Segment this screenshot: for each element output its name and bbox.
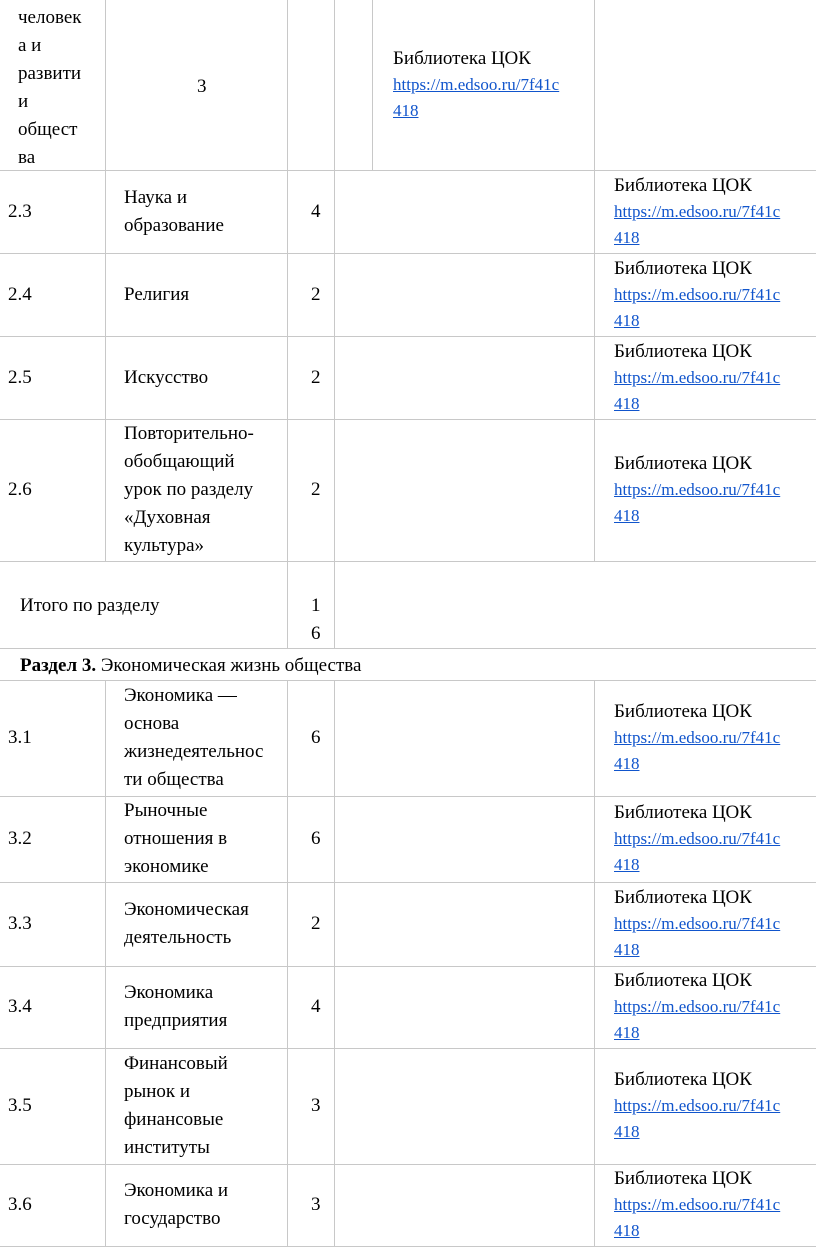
row-number: 3.1 [8, 727, 32, 748]
resource-cell [614, 968, 780, 1046]
horizontal-rule [0, 1164, 816, 1165]
topic-name-line: жизнедеятельнос [124, 741, 264, 762]
resource-cell [393, 46, 559, 124]
topic-name-line: ти общества [124, 769, 224, 790]
horizontal-rule [0, 1246, 816, 1247]
resource-link-line1: https://m.edsoo.ru/7f41c [614, 1195, 781, 1214]
library-label: Библиотека ЦОК [614, 970, 752, 991]
resource-link-line1: https://m.edsoo.ru/7f41c [614, 728, 781, 747]
library-label: Библиотека ЦОК [393, 48, 531, 69]
resource-link-line1: https://m.edsoo.ru/7f41c [614, 829, 781, 848]
row-number: 2.6 [8, 479, 32, 500]
resource-link-line2: 418 [614, 754, 640, 773]
row-number: 3.6 [8, 1194, 32, 1215]
row-number: 2.4 [8, 283, 32, 305]
topic-name-line: Экономика и [124, 1180, 229, 1201]
resource-cell [614, 1166, 780, 1244]
topic-name-line: финансовые [124, 1109, 224, 1130]
library-label: Библиотека ЦОК [614, 887, 752, 908]
topic-name-line: отношения в [124, 828, 228, 849]
hours-cell: 2 [311, 479, 321, 500]
hours-cell: 3 [311, 1194, 321, 1215]
library-label: Библиотека ЦОК [614, 340, 752, 362]
section-header [20, 652, 361, 680]
resource-link[interactable] [614, 994, 780, 1046]
horizontal-rule [0, 170, 816, 171]
resource-link-line1: https://m.edsoo.ru/7f41c [614, 997, 781, 1016]
topic-name-line: основа [124, 713, 180, 734]
topic-name-line: а и [18, 35, 42, 56]
resource-link[interactable] [614, 199, 780, 251]
resource-link[interactable] [614, 477, 780, 529]
resource-link[interactable] [614, 1093, 780, 1145]
topic-name-line: общест [18, 119, 78, 140]
topic-name-line: Экономическая [124, 899, 249, 920]
topic-name-line: Повторительно- [124, 423, 254, 444]
resource-link-line2: 418 [614, 227, 640, 247]
resource-link-line2: 418 [614, 855, 640, 874]
hours-cell: 2 [311, 366, 321, 388]
vertical-rule [334, 170, 335, 561]
resource-cell [614, 339, 780, 417]
resource-link-line1: https://m.edsoo.ru/7f41c [393, 75, 560, 94]
horizontal-rule [0, 882, 816, 883]
row-number: 3.3 [8, 913, 32, 934]
resource-link-line1: https://m.edsoo.ru/7f41c [614, 201, 781, 221]
row-number: 3.4 [8, 996, 32, 1017]
resource-link[interactable] [614, 911, 780, 963]
resource-link-line1: https://m.edsoo.ru/7f41c [614, 284, 781, 304]
hours-cell: 2 [311, 913, 321, 934]
topic-name-line: Наука и [124, 186, 187, 208]
vertical-rule [287, 170, 288, 561]
resource-link-line1: https://m.edsoo.ru/7f41c [614, 367, 781, 387]
resource-link-line2: 418 [614, 940, 640, 959]
library-label: Библиотека ЦОК [614, 701, 752, 722]
subtotal-value: 6 [311, 623, 321, 644]
resource-link-line2: 418 [614, 1221, 640, 1240]
row-number: 2.3 [8, 200, 32, 222]
resource-cell [614, 1067, 780, 1145]
vertical-rule [287, 561, 288, 649]
library-label: Библиотека ЦОК [614, 1168, 752, 1189]
resource-cell [614, 451, 780, 529]
subtotal-label: Итого по разделу [20, 595, 160, 616]
horizontal-rule [0, 336, 816, 337]
topic-name-line: человек [18, 7, 82, 28]
topic-name-line: «Духовная [124, 507, 211, 528]
topic-name-line: институты [124, 1137, 210, 1158]
resource-link-line2: 418 [614, 506, 640, 525]
hours-cell: 3 [197, 76, 207, 97]
resource-link[interactable] [614, 365, 780, 417]
horizontal-rule [0, 648, 816, 649]
resource-link[interactable] [614, 282, 780, 334]
vertical-rule [334, 680, 335, 1246]
horizontal-rule [0, 253, 816, 254]
resource-link-line2: 418 [614, 1122, 640, 1141]
resource-cell [614, 699, 780, 777]
resource-link[interactable] [614, 725, 780, 777]
section-title: Экономическая жизнь общества [96, 655, 362, 676]
topic-name-line: ва [18, 147, 36, 168]
topic-name-line: урок по разделу [124, 479, 254, 500]
hours-cell: 4 [311, 200, 321, 222]
vertical-rule [287, 0, 288, 171]
topic-name-line: Финансовый [124, 1053, 228, 1074]
vertical-rule [594, 680, 595, 1246]
horizontal-rule [0, 966, 816, 967]
vertical-rule [372, 0, 373, 171]
resource-link-line2: 418 [614, 1023, 640, 1042]
resource-cell [614, 173, 780, 251]
resource-link-line1: https://m.edsoo.ru/7f41c [614, 914, 781, 933]
horizontal-rule [0, 561, 816, 562]
library-label: Библиотека ЦОК [614, 257, 752, 279]
row-number: 2.5 [8, 366, 32, 388]
resource-cell [614, 256, 780, 334]
resource-link-line2: 418 [393, 101, 419, 120]
vertical-rule [287, 680, 288, 1246]
topic-name-line: государство [124, 1208, 221, 1229]
vertical-rule [334, 561, 335, 649]
section-number: Раздел 3. [20, 655, 97, 676]
library-label: Библиотека ЦОК [614, 802, 752, 823]
resource-link[interactable] [614, 1192, 780, 1244]
topic-name-line: образование [124, 214, 224, 236]
horizontal-rule [0, 680, 816, 681]
library-label: Библиотека ЦОК [614, 174, 752, 196]
hours-cell: 6 [311, 727, 321, 748]
topic-name-line: Религия [124, 283, 190, 305]
topic-name-line: культура» [124, 535, 205, 556]
hours-cell: 4 [311, 996, 321, 1017]
vertical-rule [105, 0, 106, 171]
horizontal-rule [0, 1048, 816, 1049]
vertical-rule [594, 0, 595, 171]
vertical-rule [594, 170, 595, 561]
resource-link-line1: https://m.edsoo.ru/7f41c [614, 480, 781, 499]
topic-name-line: Рыночные [124, 800, 208, 821]
hours-cell: 6 [311, 828, 321, 849]
row-number: 3.5 [8, 1095, 32, 1116]
hours-cell: 3 [311, 1095, 321, 1116]
row-number: 3.2 [8, 828, 32, 849]
topic-name-line: рынок и [124, 1081, 191, 1102]
topic-name-line: деятельность [124, 927, 232, 948]
horizontal-rule [0, 796, 816, 797]
topic-name-line: экономике [124, 856, 209, 877]
topic-name-line: Экономика — [124, 685, 237, 706]
topic-name-line: обобщающий [124, 451, 235, 472]
subtotal-value: 1 [311, 595, 321, 616]
horizontal-rule [0, 419, 816, 420]
library-label: Библиотека ЦОК [614, 453, 752, 474]
vertical-rule [334, 0, 335, 171]
resource-link-line2: 418 [614, 393, 640, 413]
resource-cell [614, 885, 780, 963]
vertical-rule [105, 170, 106, 561]
topic-name-line: развити [18, 63, 82, 84]
resource-link[interactable] [393, 72, 559, 124]
vertical-rule [105, 680, 106, 1246]
resource-cell [614, 800, 780, 878]
resource-link-line1: https://m.edsoo.ru/7f41c [614, 1096, 781, 1115]
topic-name-line: Искусство [124, 366, 209, 388]
topic-name-line: Экономика [124, 982, 214, 1003]
topic-name-line: и [18, 91, 29, 112]
resource-link[interactable] [614, 826, 780, 878]
resource-link-line2: 418 [614, 310, 640, 330]
hours-cell: 2 [311, 283, 321, 305]
topic-name-line: предприятия [124, 1010, 228, 1031]
library-label: Библиотека ЦОК [614, 1069, 752, 1090]
